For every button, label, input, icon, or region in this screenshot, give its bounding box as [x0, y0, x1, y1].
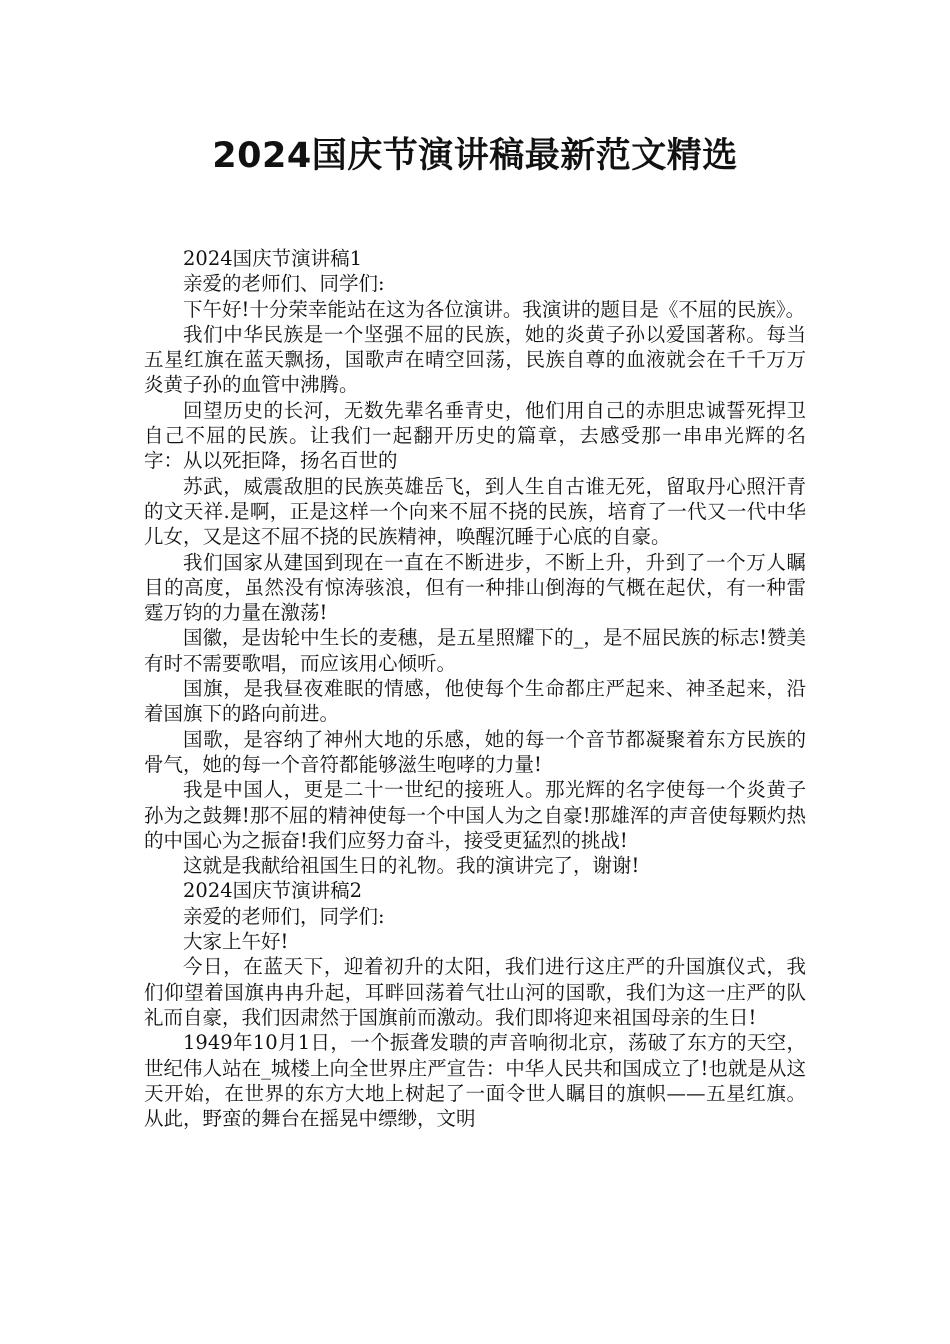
paragraph: 国旗，是我昼夜难眠的情感，他使每个生命都庄严起来、神圣起来，沿着国旗下的路向前进。 — [144, 677, 806, 726]
paragraph: 亲爱的老师们，同学们: — [183, 904, 385, 928]
paragraph: 我是中国人，更是二十一世纪的接班人。那光辉的名字使每一个炎黄子孙为之鼓舞!那不屈的精神使每一个中国人为之自豪!那雄浑的声音使每颗灼热的中国心为之振奋!我们应努力奋斗，接受更猛烈的挑战! — [144, 778, 806, 852]
paragraph: 我们中华民族是一个坚强不屈的民族，她的炎黄子孙以爱国著称。每当五星红旗在蓝天飘扬，国歌声在晴空回荡，民族自尊的血液就会在千千万万炎黄子孙的血管中沸腾。 — [144, 322, 806, 397]
paragraph: 这就是我献给祖国生日的礼物。我的演讲完了，谢谢! — [183, 854, 640, 878]
paragraph: 亲爱的老师们、同学们: — [183, 272, 385, 296]
paragraph: 大家上午好! — [183, 930, 289, 954]
paragraph: 国歌，是容纳了神州大地的乐感，她的每一个音节都凝聚着东方民族的骨气，她的每一个音符都能够滋生咆哮的力量! — [144, 727, 806, 776]
paragraph: 苏武，威震敌胆的民族英雄岳飞，到人生自古谁无死，留取丹心照汗青的文天祥.是啊，正是这样一个向来不屈不挠的民族，培育了一代又一代中华儿女，又是这不屈不挠的民族精神，唤醒沉睡于心底的自豪。 — [144, 474, 806, 549]
document-body — [144, 246, 806, 1131]
paragraph: 下午好!十分荣幸能站在这为各位演讲。我演讲的题目是《不屈的民族》。 — [183, 297, 806, 321]
paragraph: 今日，在蓝天下，迎着初升的太阳，我们进行这庄严的升国旗仪式，我们仰望着国旗冉冉升起，耳畔回荡着气壮山河的国歌，我们为这一庄严的队礼而自豪，我们因肃然于国旗前而激动。我们即将迎来祖国母亲的生日! — [144, 955, 806, 1029]
paragraph: 回望历史的长河，无数先辈名垂青史，他们用自己的赤胆忠诚誓死捍卫自己不屈的民族。让我们一起翻开历史的篇章，去感受那一串串光辉的名字：从以死拒降，扬名百世的 — [144, 398, 806, 473]
document-title: 2024国庆节演讲稿最新范文精选 — [212, 136, 738, 176]
paragraph: 我们国家从建国到现在一直在不断进步，不断上升，升到了一个万人瞩目的高度，虽然没有惊涛骇浪，但有一种排山倒海的气概在起伏，有一种雷霆万钧的力量在激荡! — [144, 550, 806, 625]
paragraph: 2024国庆节演讲稿2 — [183, 879, 363, 903]
paragraph: 国徽，是齿轮中生长的麦穗，是五星照耀下的_，是不屈民族的标志!赞美有时不需要歌唱，而应该用心倾听。 — [144, 626, 806, 675]
paragraph: 2024国庆节演讲稿1 — [183, 247, 363, 270]
paragraph: 1949年10月1日，一个振聋发聩的声音响彻北京，荡破了东方的天空，世纪伟人站在_城楼上向全世界庄严宣告：中华人民共和国成立了!也就是从这天开始，在世界的东方大地上树起了一面令世人瞩目的旗帜——五星红旗。从此，野蛮的舞台在摇晃中缥缈，文明 — [144, 1031, 806, 1131]
